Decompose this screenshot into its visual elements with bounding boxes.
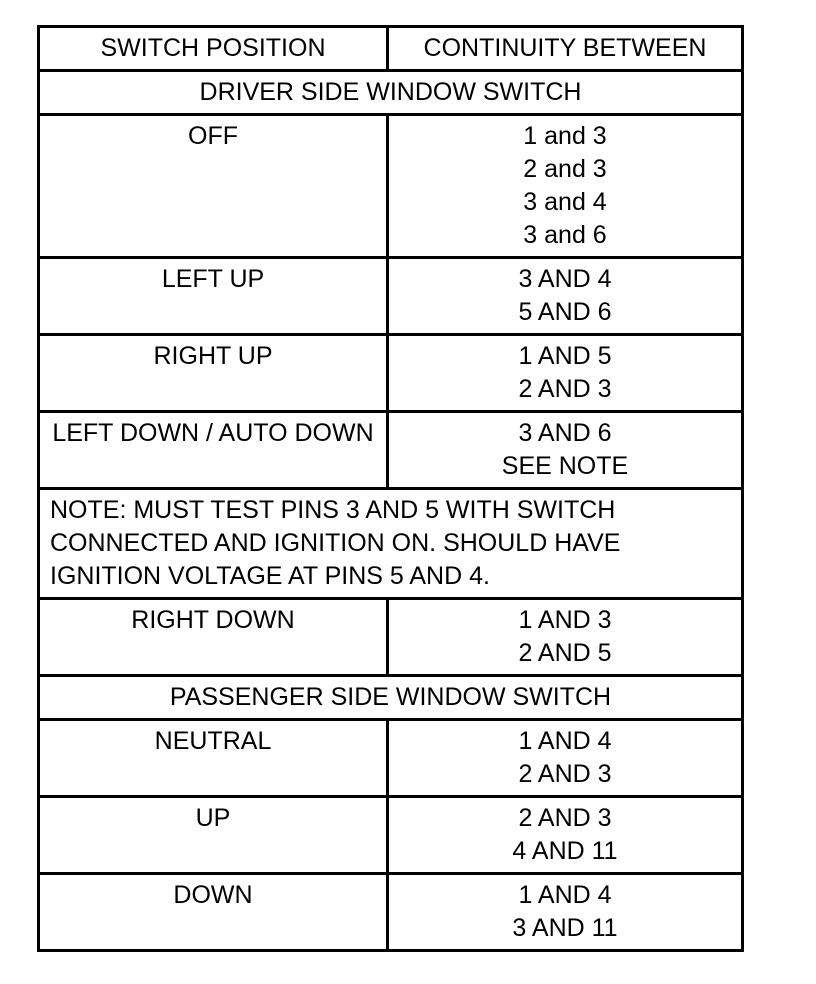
switch-position-cell: LEFT UP <box>39 258 388 335</box>
table-row <box>39 115 743 258</box>
switch-position-cell: LEFT DOWN / AUTO DOWN <box>39 412 388 489</box>
passenger-section-title: PASSENGER SIDE WINDOW SWITCH <box>39 676 743 720</box>
continuity-value: 2 AND 3 <box>518 375 612 403</box>
continuity-value: 1 AND 5 <box>518 342 612 370</box>
continuity-value: 5 AND 6 <box>518 298 612 326</box>
continuity-value: 2 AND 5 <box>518 639 612 667</box>
continuity-value: 3 AND 6 <box>518 419 612 447</box>
table-row <box>39 720 743 797</box>
header-switch-position: SWITCH POSITION <box>39 27 388 71</box>
switch-position-cell: RIGHT UP <box>39 335 388 412</box>
continuity-cell <box>388 797 743 874</box>
continuity-value: 4 AND 11 <box>512 837 618 865</box>
continuity-value: 1 and 3 <box>523 122 607 150</box>
continuity-value: 3 and 6 <box>523 221 607 249</box>
continuity-cell <box>388 412 743 489</box>
continuity-value: 3 AND 4 <box>518 265 612 293</box>
continuity-value: 3 and 4 <box>523 188 607 216</box>
table-row <box>39 874 743 951</box>
table-row <box>39 797 743 874</box>
test-note: NOTE: MUST TEST PINS 3 AND 5 WITH SWITCH CONNECTED AND IGNITION ON. SHOULD HAVE IGNITION VOLTAGE AT PINS 5 AND 4. <box>39 489 743 599</box>
header-row <box>39 27 743 71</box>
continuity-cell <box>388 115 743 258</box>
continuity-value: 1 AND 3 <box>518 606 612 634</box>
continuity-cell <box>388 720 743 797</box>
continuity-cell <box>388 258 743 335</box>
switch-position-cell: RIGHT DOWN <box>39 599 388 676</box>
continuity-cell <box>388 874 743 951</box>
switch-position-cell: DOWN <box>39 874 388 951</box>
continuity-cell <box>388 335 743 412</box>
continuity-value: 3 AND 11 <box>512 914 618 942</box>
continuity-value: 2 and 3 <box>523 155 607 183</box>
continuity-value: 1 AND 4 <box>518 881 612 909</box>
table-row <box>39 335 743 412</box>
continuity-value: 2 AND 3 <box>518 760 612 788</box>
switch-position-cell: NEUTRAL <box>39 720 388 797</box>
continuity-value: 1 AND 4 <box>518 727 612 755</box>
section-header-row <box>39 676 743 720</box>
table-row <box>39 412 743 489</box>
continuity-value: 2 AND 3 <box>518 804 612 832</box>
switch-position-cell: OFF <box>39 115 388 258</box>
continuity-value: SEE NOTE <box>501 452 629 480</box>
table-row <box>39 258 743 335</box>
continuity-table <box>37 25 744 952</box>
switch-position-cell: UP <box>39 797 388 874</box>
section-header-row <box>39 71 743 115</box>
table-row <box>39 599 743 676</box>
continuity-cell <box>388 599 743 676</box>
header-continuity-between: CONTINUITY BETWEEN <box>388 27 743 71</box>
driver-section-title: DRIVER SIDE WINDOW SWITCH <box>39 71 743 115</box>
note-row <box>39 489 743 599</box>
